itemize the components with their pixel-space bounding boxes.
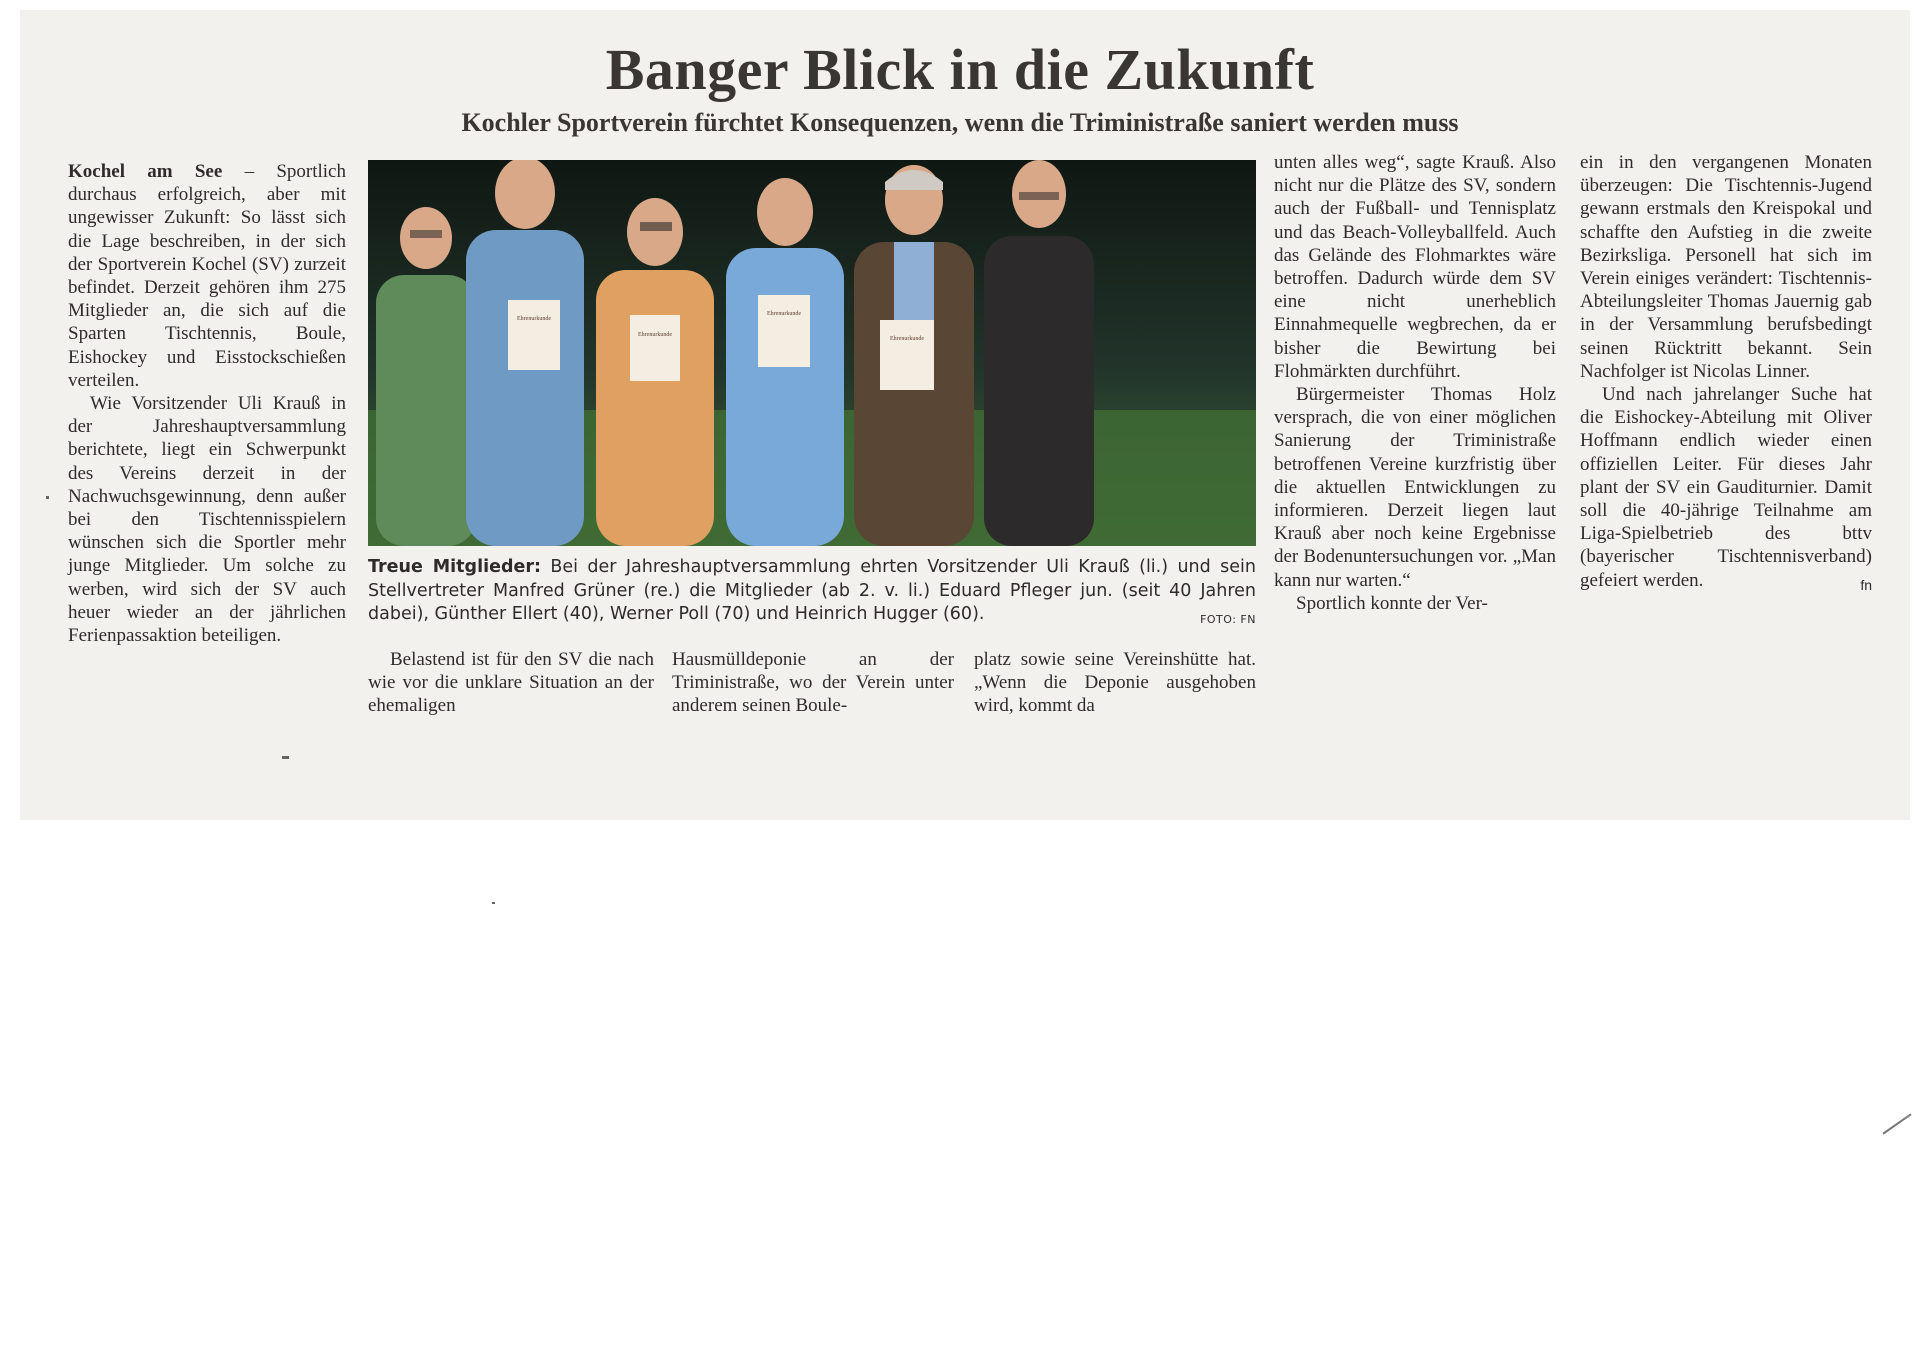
- author-signature: fn: [1860, 576, 1872, 593]
- column-4-paragraph-2: Bürgermeister Thomas Holz versprach, die von einer möglichen Sanierung der Triministraße betroffenen Vereine kurzfristig über die aktuellen Entwicklungen zu informieren. Derzeit liegen laut Krauß aber noch keine Ergebnisse der Bodenuntersuchungen vor. „Man kann nur warten.“: [1274, 384, 1556, 591]
- bottom-column-2-text: Hausmülldeponie an der Triministraße, wo der Verein unter anderem seinen Boule-: [672, 649, 954, 717]
- article-bottom-column-3: [974, 648, 1256, 718]
- article-column-4: [1274, 151, 1556, 615]
- bottom-column-1-text: Belastend ist für den SV die nach wie vor die unklare Situation an der ehemaligen: [368, 649, 654, 717]
- caption-text: Bei der Jahreshauptversammlung ehrten Vorsitzender Uli Krauß (li.) und sein Stellvertreter Manfred Grüner (re.) die Mitglieder (ab 2. v. li.) Eduard Pfleger jun. (seit 40 Jahren dabei), Günther Ellert (40), Werner Poll (70) und Heinrich Hugger (60).: [368, 557, 1256, 624]
- column-4-paragraph-1: unten alles weg“, sagte Krauß. Also nicht nur die Plätze des SV, sondern auch der Fußball- und Tennisplatz und das Beach-Volleyballfeld. Auch das Gelände des Flohmarktes wäre betroffen. Dadurch würde dem SV eine nicht unerheblich Einnahmequelle wegbrechen, da er bisher die Bewirtung bei Flohmärkten durchführt.: [1274, 152, 1556, 382]
- column-5-paragraph-1: ein in den vergangenen Monaten überzeugen: Die Tischtennis-Jugend gewann erstmals den Kreispokal und schaffte den Aufstieg in die zweite Bezirksliga. Personell hat sich im Verein einiges verändert: Tischtennis-Abteilungsleiter Thomas Jauernig gab in der Versammlung berufsbedingt seinen Rücktritt bekannt. Sein Nachfolger ist Nicolas Linner.: [1580, 152, 1872, 382]
- certificate-heading-3: Ehrenurkunde: [767, 311, 801, 317]
- dateline: Kochel am See: [68, 161, 223, 182]
- scan-speck: [492, 902, 495, 904]
- column-1-paragraph-2: Wie Vorsitzender Uli Krauß in der Jahreshauptversammlung berichtete, liegt ein Schwerpunkt des Vereins derzeit in der Nachwuchsgewinnung, denn außer bei den Tischtennisspielern wünschen sich die Sportler mehr junge Mitglieder. Um solche zu werben, wird sich der SV auch heuer wieder an der jährlichen Ferienpassaktion beteiligen.: [68, 393, 346, 647]
- article-subheadline: Kochler Sportverein fürchtet Konsequenzen, wenn die Triministraße saniert werden muss: [461, 108, 1459, 137]
- certificate-heading-1: Ehrenurkunde: [517, 316, 551, 322]
- article-headline: Banger Blick in die Zukunft: [605, 37, 1315, 102]
- caption-label: Treue Mitglieder:: [368, 557, 541, 577]
- article-bottom-column-1: [368, 648, 654, 718]
- column-1-paragraph-1: – Sportlich durchaus erfolgreich, aber mit ungewisser Zukunft: So lässt sich die Lage beschreiben, in der sich der Sportverein Kochel (SV) zurzeit befindet. Derzeit gehören ihm 275 Mitglieder an, die sich auf die Sparten Tischtennis, Boule, Eishockey und Eisstockschießen verteilen.: [68, 161, 346, 391]
- bottom-column-3-text: platz sowie seine Vereinshütte hat. „Wenn die Deponie ausgehoben wird, kommt da: [974, 649, 1256, 717]
- article-column-1: [68, 160, 346, 647]
- scan-pen-mark: [1904, 1114, 1910, 1119]
- scan-speck: [46, 496, 49, 499]
- photo-credit: FOTO: FN: [1200, 613, 1256, 626]
- article-bottom-column-2: [672, 648, 954, 718]
- group-photo-illustration: [368, 160, 1256, 546]
- certificate-heading-4: Ehrenurkunde: [890, 336, 924, 342]
- column-5-paragraph-2: Und nach jahrelanger Suche hat die Eishockey-Abteilung mit Oliver Hoffmann endlich wieder einen offiziellen Leiter. Für dieses Jahr plant der SV ein Gauditurnier. Damit soll die 40-jährige Teilnahme am Liga-Spielbetrieb des bttv (bayerischer Tischtennisverband) gefeiert werden.: [1580, 384, 1872, 591]
- column-4-paragraph-3: Sportlich konnte der Ver-: [1296, 592, 1488, 614]
- group-photo: [368, 160, 1256, 546]
- scan-speck: [282, 756, 289, 759]
- certificate-heading-2: Ehrenurkunde: [638, 332, 672, 338]
- article-column-5: [1580, 151, 1872, 597]
- photo-caption: [368, 556, 1256, 632]
